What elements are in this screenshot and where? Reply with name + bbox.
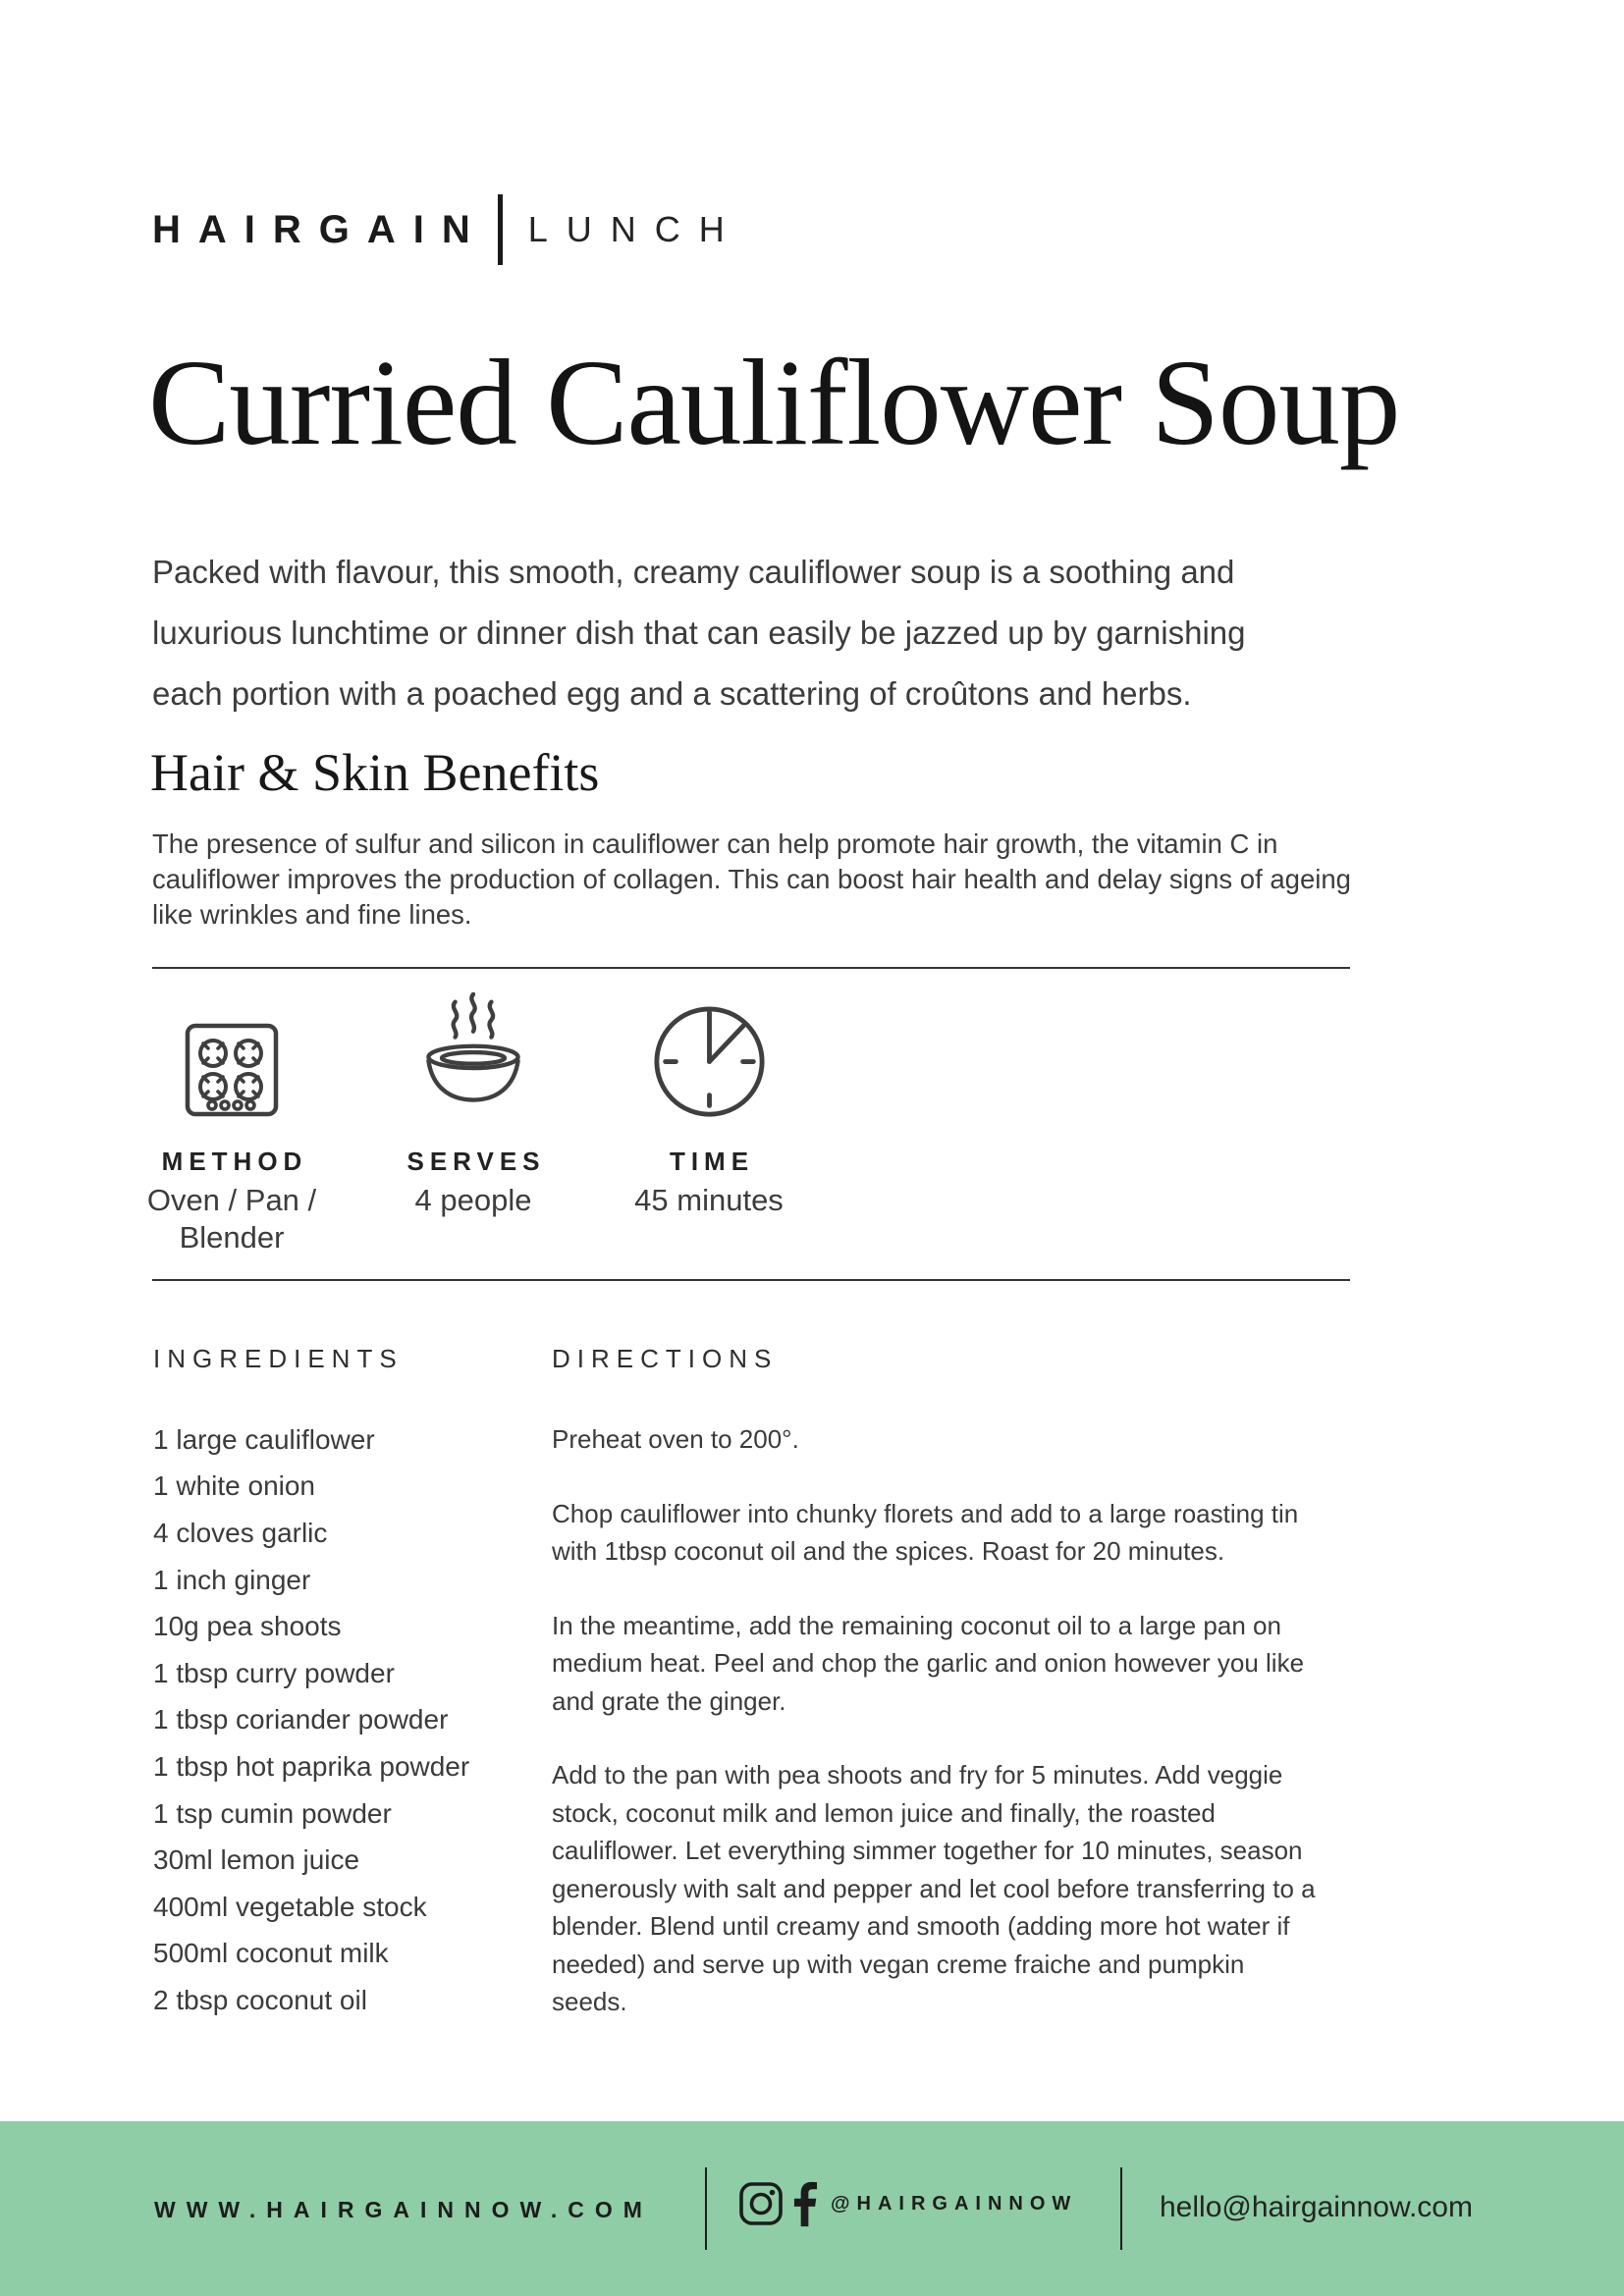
footer	[0, 2121, 1624, 2296]
ingredient-item: 2 tbsp coconut oil	[153, 1984, 367, 2015]
soup-bowl-icon	[411, 987, 535, 1119]
brand-category: LUNCH	[527, 209, 743, 249]
brand-logo	[152, 194, 743, 265]
ingredients-list	[153, 1416, 546, 2024]
meta-time	[621, 987, 797, 1219]
directions-step: In the meantime, add the remaining coconut oil to a large pan on medium heat. Peel and chop the garlic and onion however you like and grate the ginger.	[552, 1610, 1305, 1716]
directions-list	[552, 1420, 1318, 2057]
ingredient-item: 1 tsp cumin powder	[153, 1797, 392, 1829]
facebook-icon[interactable]	[792, 2180, 817, 2227]
time-label: TIME	[669, 1147, 755, 1176]
ingredient-item: 500ml coconut milk	[153, 1938, 389, 1969]
meta-method	[143, 987, 320, 1256]
stove-icon	[183, 987, 281, 1119]
ingredient-item: 1 tbsp coriander powder	[153, 1704, 449, 1735]
time-value: 45 minutes	[634, 1183, 784, 1217]
method-label: METHOD	[161, 1147, 308, 1176]
divider-top	[152, 967, 1350, 969]
directions-step: Add to the pan with pea shoots and fry for 5 minutes. Add veggie stock, coconut milk and lemon juice and finally, the roasted cauliflower. Let everything simmer together for 10 minutes, season generously with salt and pepper and let cool before transferring to a blender. Blend until creamy and smooth (adding more hot water if needed) and serve up with vegan creme fraiche and pumpkin seeds.	[552, 1760, 1316, 2016]
benefits-body: The presence of sulfur and silicon in cauliflower can help promote hair growth, the vitamin C in cauliflower improves the production of collagen. This can boost hair health and delay signs of ageing like wrinkles and fine lines.	[152, 828, 1351, 930]
ingredient-item: 1 tbsp curry powder	[153, 1657, 395, 1688]
ingredient-item: 1 inch ginger	[153, 1564, 311, 1595]
footer-email-link[interactable]: hello@hairgainnow.com	[1160, 2191, 1473, 2223]
clock-icon	[652, 987, 767, 1119]
page-title: Curried Cauliflower Soup	[148, 336, 1400, 471]
recipe-intro: Packed with flavour, this smooth, creamy cauliflower soup is a soothing and luxurious lunchtime or dinner dish that can easily be jazzed up by garnishing each portion with a poached egg and a scattering of croûtons and herbs.	[152, 554, 1246, 712]
meta-serves	[385, 987, 562, 1219]
ingredients-heading: INGREDIENTS	[153, 1344, 404, 1373]
benefits-heading: Hair & Skin Benefits	[150, 743, 600, 802]
serves-label: SERVES	[406, 1147, 546, 1176]
footer-website-link[interactable]: WWW.HAIRGAINNOW.COM	[154, 2197, 653, 2222]
serves-value: 4 people	[414, 1183, 532, 1217]
directions-heading: DIRECTIONS	[552, 1344, 779, 1373]
method-value: Oven / Pan / Blender	[146, 1183, 317, 1255]
instagram-icon[interactable]	[738, 2181, 784, 2226]
brand-name: HAIRGAIN	[152, 208, 488, 251]
ingredient-item: 30ml lemon juice	[153, 1844, 360, 1876]
footer-divider-2	[1120, 2167, 1122, 2250]
footer-social-handle[interactable]: @HAIRGAINNOW	[831, 2192, 1078, 2215]
directions-step: Preheat oven to 200°.	[552, 1424, 799, 1454]
brand-divider-bar	[498, 194, 503, 265]
ingredient-item: 4 cloves garlic	[153, 1517, 328, 1548]
directions-step: Chop cauliflower into chunky florets and add to a large roasting tin with 1tbsp coconut oil and the spices. Roast for 20 minutes.	[552, 1498, 1299, 1566]
footer-divider-1	[705, 2167, 707, 2250]
ingredient-item: 400ml vegetable stock	[153, 1891, 427, 1922]
footer-social[interactable]	[738, 2180, 1077, 2227]
ingredient-item: 1 white onion	[153, 1470, 316, 1502]
ingredient-item: 10g pea shoots	[153, 1611, 342, 1642]
ingredient-item: 1 tbsp hot paprika powder	[153, 1750, 470, 1782]
ingredient-item: 1 large cauliflower	[153, 1423, 375, 1455]
divider-bottom	[152, 1279, 1350, 1281]
